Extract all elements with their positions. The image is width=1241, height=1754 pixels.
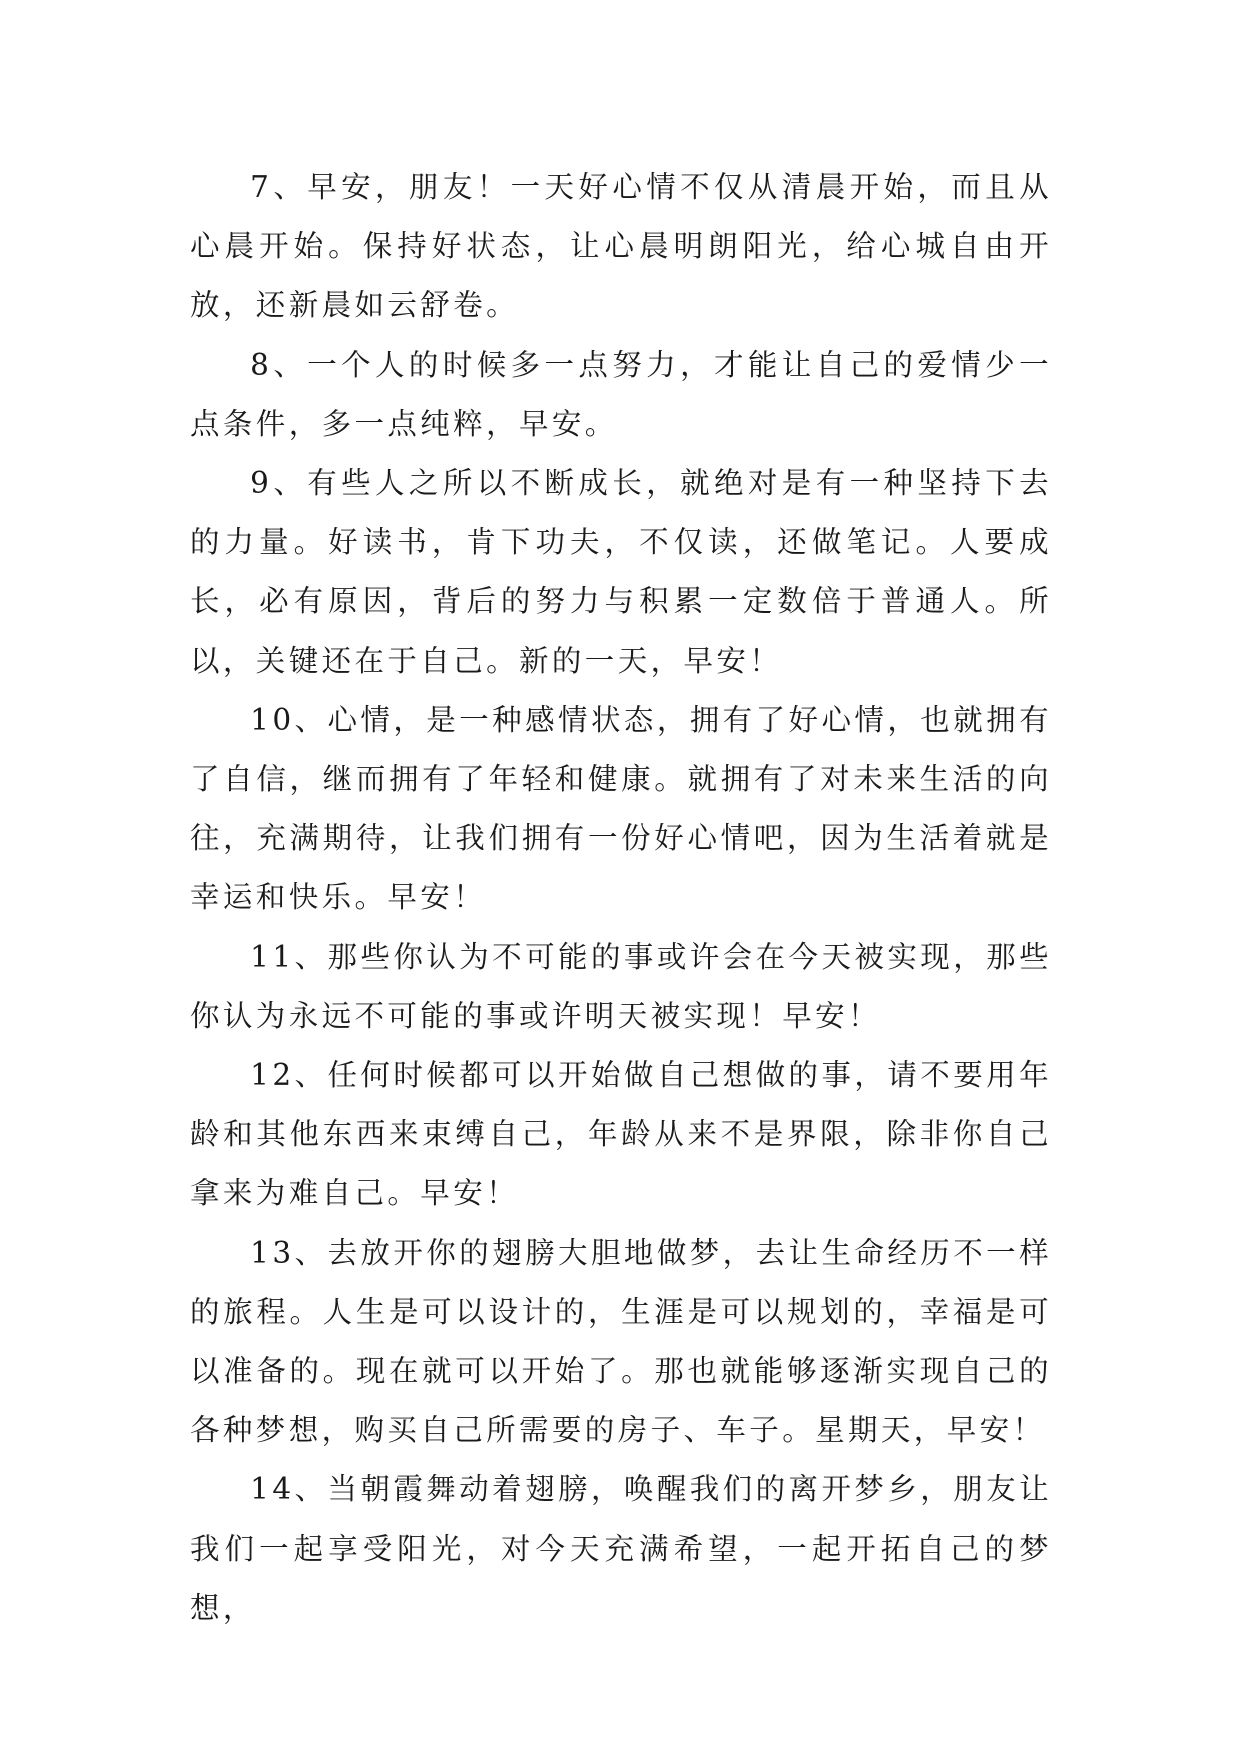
document-body	[190, 158, 1052, 1638]
paragraph-7: 7、早安，朋友！一天好心情不仅从清晨开始，而且从心晨开始。保持好状态，让心晨明朗阳光，给心城自由开放，还新晨如云舒卷。	[190, 170, 1052, 323]
paragraph-12: 12、任何时候都可以开始做自己想做的事，请不要用年龄和其他东西来束缚自己，年龄从来不是界限，除非你自己拿来为难自己。早安！	[190, 1058, 1052, 1211]
paragraph-13: 13、去放开你的翅膀大胆地做梦，去让生命经历不一样的旅程。人生是可以设计的，生涯是可以规划的，幸福是可以准备的。现在就可以开始了。那也就能够逐渐实现自己的各种梦想，购买自己所需要的房子、车子。星期天，早安！	[190, 1235, 1052, 1448]
paragraph-11: 11、那些你认为不可能的事或许会在今天被实现，那些你认为永远不可能的事或许明天被实现！早安！	[190, 939, 1052, 1033]
paragraph-14: 14、当朝霞舞动着翅膀，唤醒我们的离开梦乡，朋友让我们一起享受阳光，对今天充满希望，一起开拓自己的梦想，	[190, 1472, 1052, 1625]
paragraph-8: 8、一个人的时候多一点努力，才能让自己的爱情少一点条件，多一点纯粹，早安。	[190, 347, 1052, 441]
paragraph-10: 10、心情，是一种感情状态，拥有了好心情，也就拥有了自信，继而拥有了年轻和健康。就拥有了对未来生活的向往，充满期待，让我们拥有一份好心情吧，因为生活着就是幸运和快乐。早安！	[190, 702, 1052, 915]
paragraph-9: 9、有些人之所以不断成长，就绝对是有一种坚持下去的力量。好读书，肯下功夫，不仅读，还做笔记。人要成长，必有原因，背后的努力与积累一定数倍于普通人。所以，关键还在于自己。新的一天，早安！	[190, 466, 1052, 678]
